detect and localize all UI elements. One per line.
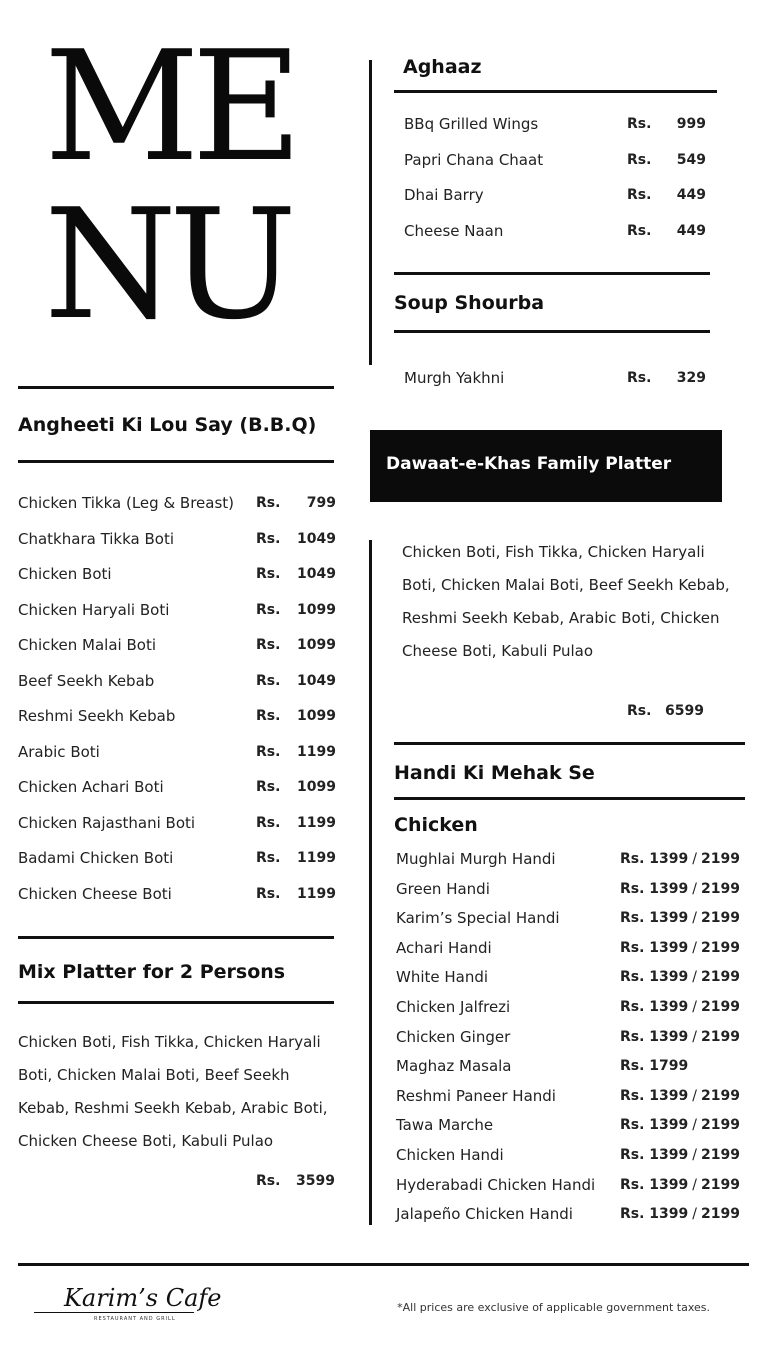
menu-item-name: Arabic Boti	[18, 742, 100, 761]
menu-item-price-large: 2199	[701, 1176, 740, 1193]
family-platter-price: 6599	[665, 703, 704, 719]
price-separator: /	[692, 1117, 697, 1134]
price-separator: /	[692, 910, 697, 927]
menu-item-price-group	[620, 1206, 740, 1222]
menu-item-rs: Rs.	[256, 708, 281, 724]
menu-item-price: 1199	[297, 885, 336, 902]
divider	[18, 460, 334, 463]
menu-item-price: 449	[676, 187, 706, 203]
menu-item-rs: Rs.	[627, 151, 652, 168]
menu-item-rs: Rs.	[256, 885, 281, 902]
menu-item-price: 549	[676, 151, 706, 168]
price-separator: /	[692, 880, 697, 897]
menu-item-price: 1099	[297, 637, 336, 653]
menu-item-price: 1099	[297, 779, 336, 795]
menu-item-price-large: 2199	[701, 969, 740, 986]
price-separator: /	[692, 1028, 697, 1045]
menu-item-price-large: 2199	[701, 910, 740, 927]
menu-item-name: Chicken Rajasthani Boti	[18, 813, 196, 832]
family-platter-rs: Rs.	[627, 703, 652, 719]
menu-item-price: 1199	[297, 814, 336, 831]
menu-item-price: Rs. 1399	[620, 939, 689, 956]
handi-subheading: Chicken	[394, 814, 478, 836]
menu-title-line-1: ME	[44, 18, 295, 195]
menu-item-price: 799	[306, 495, 336, 511]
menu-item-price-large: 2199	[701, 939, 740, 956]
bbq-heading: Angheeti Ki Lou Say (B.B.Q)	[18, 414, 317, 436]
menu-item-rs: Rs.	[256, 530, 281, 547]
menu-item-price-group	[620, 940, 740, 956]
menu-item-name: Beef Seekh Kebab	[18, 671, 155, 690]
menu-item-price: Rs. 1399	[620, 1206, 689, 1223]
logo	[34, 1282, 222, 1332]
price-separator: /	[692, 939, 697, 956]
menu-item-name: Reshmi Seekh Kebab	[18, 707, 176, 725]
menu-item-price: 1199	[297, 850, 336, 866]
aghaaz-heading: Aghaaz	[403, 56, 482, 78]
divider	[18, 386, 334, 389]
menu-item-price: Rs. 1399	[620, 1147, 689, 1163]
divider	[394, 742, 745, 745]
menu-item-price: 449	[676, 222, 706, 239]
menu-item-rs: Rs.	[256, 850, 281, 866]
menu-item-name: Chicken Tikka (Leg & Breast)	[18, 494, 235, 512]
vertical-rule-bottom	[369, 540, 372, 1225]
menu-item-rs: Rs.	[627, 187, 652, 203]
menu-item-price-large: 2199	[701, 880, 740, 897]
menu-item-price-group	[620, 1177, 740, 1193]
price-separator: /	[692, 1176, 697, 1193]
price-separator: /	[692, 1206, 697, 1223]
divider	[18, 936, 334, 939]
menu-item-name: Chicken Achari Boti	[18, 778, 164, 796]
family-platter-banner	[370, 430, 722, 502]
menu-item-price-large: 2199	[701, 1028, 740, 1045]
menu-item-price-group	[620, 1088, 740, 1104]
menu-item-price-group	[620, 1117, 740, 1133]
menu-item-rs: Rs.	[256, 495, 281, 511]
price-separator: /	[692, 851, 697, 867]
menu-item-price-large: 2199	[701, 1147, 740, 1163]
menu-item-name: Jalapeño Chicken Handi	[396, 1205, 573, 1224]
family-platter-description: Chicken Boti, Fish Tikka, Chicken Haryali Boti, Chicken Malai Boti, Beef Seekh Kebab, Reshmi Seekh Kebab, Arabic Boti, Chicken Cheese Boti, Kabuli Pulao	[402, 543, 730, 660]
menu-item-price: 329	[676, 370, 706, 386]
menu-item-price: 1099	[297, 601, 336, 618]
mix-platter-description: Chicken Boti, Fish Tikka, Chicken Haryali Boti, Chicken Malai Boti, Beef Seekh Kebab, Reshmi Seekh Kebab, Arabic Boti, Chicken Cheese Boti, Kabuli Pulao	[18, 1033, 328, 1150]
menu-item-price-group	[620, 969, 740, 985]
menu-item-price: 999	[676, 116, 706, 132]
menu-item-name: Reshmi Paneer Handi	[396, 1086, 556, 1105]
menu-item-name: Karim’s Special Handi	[396, 909, 560, 928]
menu-item-name: BBq Grilled Wings	[404, 115, 539, 133]
menu-item-rs: Rs.	[627, 222, 652, 239]
menu-item-name: Chicken Jalfrezi	[396, 998, 511, 1016]
menu-item-name: Chicken Handi	[396, 1146, 504, 1164]
menu-item-rs: Rs.	[256, 779, 281, 795]
soup-heading: Soup Shourba	[394, 292, 545, 314]
menu-item-rs: Rs.	[256, 672, 281, 689]
logo-underline	[34, 1312, 194, 1313]
menu-item-name: Dhai Barry	[404, 186, 484, 204]
menu-item-price: Rs. 1399	[620, 851, 689, 867]
menu-item-price-group	[620, 1147, 740, 1163]
menu-item-price: Rs. 1399	[620, 1176, 689, 1193]
menu-item-price: Rs. 1399	[620, 910, 689, 927]
mix-platter-rs: Rs.	[256, 1173, 281, 1189]
menu-item-price-group	[620, 1058, 696, 1074]
logo-subtitle: RESTAURANT AND GRILL	[94, 1316, 176, 1322]
menu-item-rs: Rs.	[256, 601, 281, 618]
menu-item-name: Murgh Yakhni	[404, 369, 505, 387]
menu-item-price: Rs. 1399	[620, 1028, 689, 1045]
price-separator	[688, 1058, 696, 1074]
menu-item-price: 1199	[297, 743, 336, 760]
menu-item-name: Maghaz Masala	[396, 1057, 512, 1076]
menu-item-rs: Rs.	[256, 637, 281, 653]
menu-item-price-large: 2199	[701, 1087, 740, 1104]
menu-item-name: Papri Chana Chaat	[404, 150, 544, 169]
menu-item-price: Rs. 1799	[620, 1058, 689, 1075]
menu-item-rs: Rs.	[256, 814, 281, 831]
divider	[18, 1001, 334, 1004]
menu-item-price-large: 2199	[701, 999, 740, 1015]
price-separator: /	[692, 999, 697, 1015]
menu-item-price-large: 2199	[701, 1117, 740, 1134]
menu-item-price: 1049	[297, 566, 336, 582]
menu-item-rs: Rs.	[256, 566, 281, 582]
divider	[394, 330, 710, 333]
menu-item-price: 1049	[297, 530, 336, 547]
menu-item-price: 1049	[297, 672, 336, 689]
menu-item-name: Chicken Cheese Boti	[18, 884, 172, 903]
menu-item-price: Rs. 1399	[620, 880, 689, 897]
menu-title-line-2: NU	[44, 176, 290, 353]
menu-item-price-group	[620, 881, 740, 897]
menu-item-name: Cheese Naan	[404, 221, 504, 240]
mix-platter-price: 3599	[296, 1173, 335, 1189]
price-separator: /	[692, 1087, 697, 1104]
price-separator: /	[692, 969, 697, 986]
menu-item-price: Rs. 1399	[620, 969, 689, 986]
tax-footnote: *All prices are exclusive of applicable government taxes.	[397, 1301, 710, 1314]
menu-item-name: Chicken Haryali Boti	[18, 600, 170, 619]
menu-item-name: Mughlai Murgh Handi	[396, 850, 556, 868]
menu-item-price: Rs. 1399	[620, 999, 689, 1015]
logo-text: Karim’s Cafe	[64, 1284, 222, 1312]
vertical-rule-top	[369, 60, 372, 365]
menu-item-rs: Rs.	[627, 370, 652, 386]
menu-item-name: Chicken Boti	[18, 565, 112, 583]
menu-item-price-large: 2199	[701, 851, 740, 867]
menu-item-name: Tawa Marche	[396, 1116, 494, 1135]
menu-item-price-large: 2199	[701, 1206, 740, 1223]
menu-item-price-group	[620, 910, 740, 926]
menu-item-price-group	[620, 851, 740, 867]
menu-item-rs: Rs.	[627, 116, 652, 132]
menu-item-price: Rs. 1399	[620, 1087, 689, 1104]
menu-item-price: Rs. 1399	[620, 1117, 689, 1134]
price-separator: /	[692, 1147, 697, 1163]
divider	[394, 90, 717, 93]
handi-heading: Handi Ki Mehak Se	[394, 762, 595, 784]
menu-item-name: Badami Chicken Boti	[18, 849, 174, 867]
menu-item-price-group	[620, 1029, 740, 1045]
menu-item-name: White Handi	[396, 968, 489, 987]
menu-item-name: Chicken Ginger	[396, 1027, 511, 1046]
menu-item-name: Achari Handi	[396, 938, 492, 957]
menu-item-name: Chatkhara Tikka Boti	[18, 529, 175, 548]
menu-item-name: Chicken Malai Boti	[18, 636, 156, 654]
menu-item-price: 1099	[297, 708, 336, 724]
divider	[394, 272, 710, 275]
family-platter-heading: Dawaat-e-Khas Family Platter	[386, 454, 672, 474]
menu-item-price-group	[620, 999, 740, 1015]
menu-item-name: Hyderabadi Chicken Handi	[396, 1175, 596, 1194]
mix-platter-heading: Mix Platter for 2 Persons	[18, 961, 286, 983]
menu-item-rs: Rs.	[256, 743, 281, 760]
menu-title	[44, 18, 295, 353]
menu-item-name: Green Handi	[396, 879, 490, 898]
divider	[394, 797, 745, 800]
footer-divider	[18, 1263, 749, 1266]
